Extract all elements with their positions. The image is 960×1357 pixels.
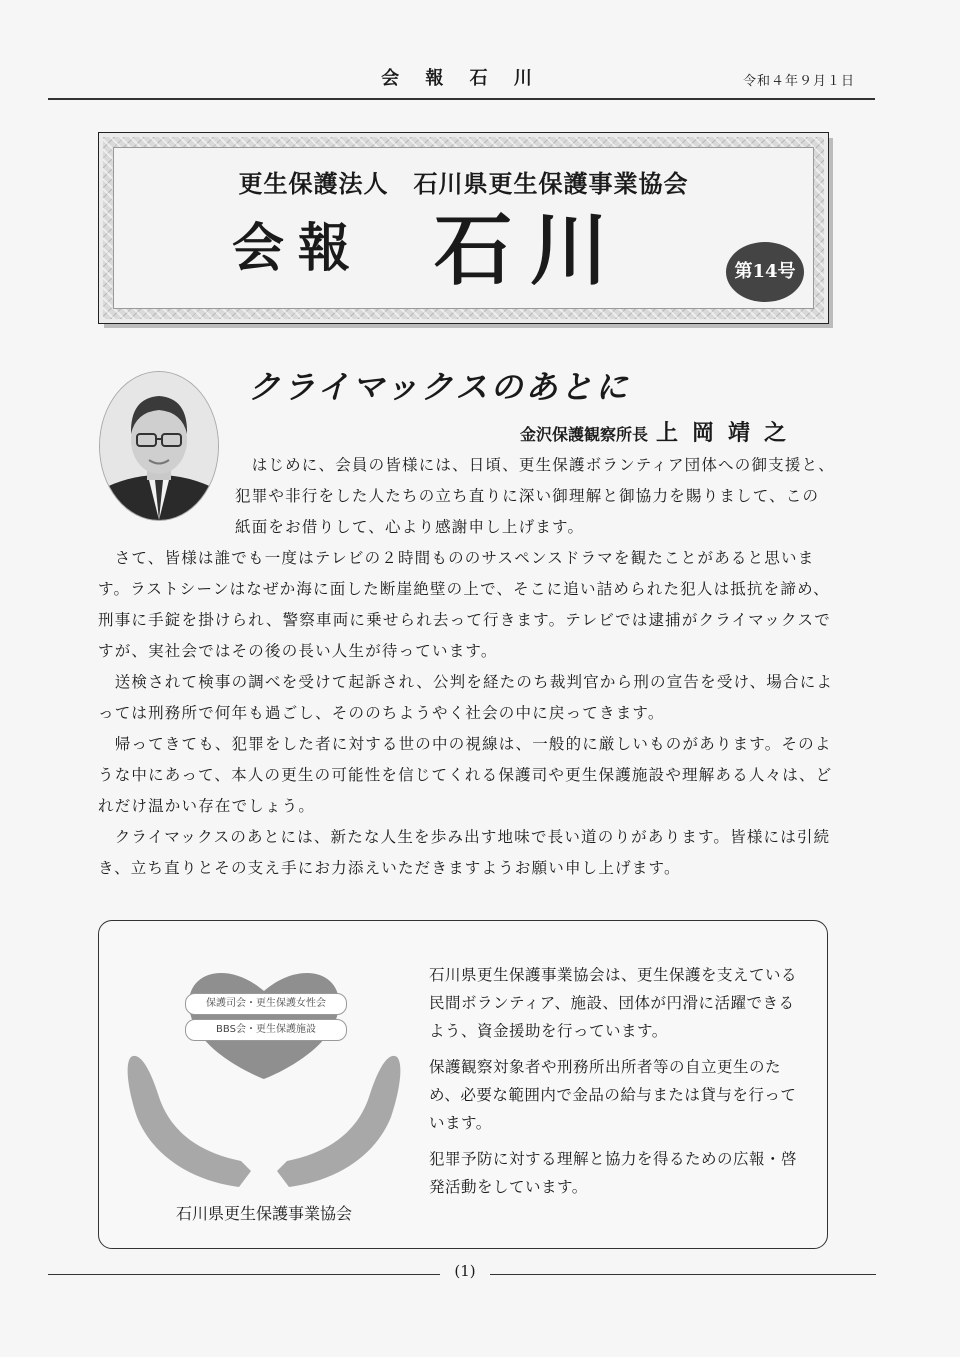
- byline-name: 上岡靖之: [656, 420, 801, 446]
- description-paragraph: 犯罪予防に対する理解と協力を得るための広報・啓発活動をしています。: [429, 1150, 798, 1196]
- association-description: [429, 961, 809, 1209]
- association-logo: [119, 947, 409, 1227]
- article-title: クライマックスのあとに: [248, 368, 631, 406]
- page-number: (1): [454, 1262, 476, 1280]
- description-paragraph: 石川県更生保護事業協会は、更生保護を支えている民間ボランティア、施設、団体が円滑に活躍できるよう、資金援助を行っています。: [429, 966, 798, 1040]
- issue-date: 令和４年９月１日: [742, 74, 855, 89]
- logo-label-volunteers: 保護司会・更生保護女性会: [185, 993, 347, 1015]
- logo-caption: 石川県更生保護事業協会: [175, 1204, 352, 1223]
- article-paragraph: クライマックスのあとには、新たな人生を歩み出す地味で長い道のりがあります。皆様には引続き、立ち直りとその支え手にお力添えいただきますようお願い申し上げます。: [98, 828, 831, 877]
- association-info-box: [98, 920, 828, 1249]
- running-header: [48, 64, 875, 100]
- article-paragraph: さて、皆様は誰でも一度はテレビの２時間もののサスペンスドラマを観たことがあると思います。ラストシーンはなぜか海に面した断崖絶壁の上で、そこに追い詰められた犯人は抵抗を諦め、刑事に手錠を掛けられ、警察車両に乗せられ去って行きます。テレビでは逮捕がクライマックスですが、実社会ではその後の長い人生が待っています。: [98, 549, 831, 660]
- issue-number-badge: 第14号: [726, 242, 804, 302]
- byline-role: 金沢保護観察所長: [520, 425, 649, 444]
- masthead-title-small: 会報: [232, 218, 365, 279]
- organization-name: 更生保護法人 石川県更生保護事業協会: [238, 169, 689, 198]
- logo-label-facilities: BBS会・更生保護施設: [185, 1019, 347, 1041]
- article-paragraph: 帰ってきても、犯罪をした者に対する世の中の視線は、一般的に厳しいものがあります。そのような中にあって、本人の更生の可能性を信じてくれる保護司や更生保護施設や理解ある人々は、どれだけ温かい存在でしょう。: [98, 735, 833, 815]
- article-byline: [520, 416, 800, 447]
- heart-hands-icon: [119, 947, 409, 1197]
- author-portrait-photo: [99, 371, 219, 521]
- description-paragraph: 保護観察対象者や刑務所出所者等の自立更生のため、必要な範囲内で金品の給与または貸与を行っています。: [429, 1058, 797, 1132]
- newsletter-running-title: 会 報 石 川: [381, 68, 542, 89]
- masthead-title-large: 石川: [434, 205, 627, 296]
- article-paragraph: 送検されて検事の調べを受けて起訴され、公判を経たのち裁判官から刑の宣告を受け、場合によっては刑務所で何年も過ごし、そののちようやく社会の中に戻ってきます。: [98, 673, 834, 722]
- footer-rule-right: [490, 1274, 876, 1275]
- masthead-banner: [98, 132, 829, 324]
- footer-rule-left: [48, 1274, 440, 1275]
- article-paragraph: はじめに、会員の皆様には、日頃、更生保護ボランティア団体への御支援と、犯罪や非行をした人たちの立ち直りに深い御理解と御協力を賜りまして、この紙面をお借りして、心より感謝申し上げます。: [235, 456, 835, 536]
- banner-inner-panel: [113, 147, 814, 309]
